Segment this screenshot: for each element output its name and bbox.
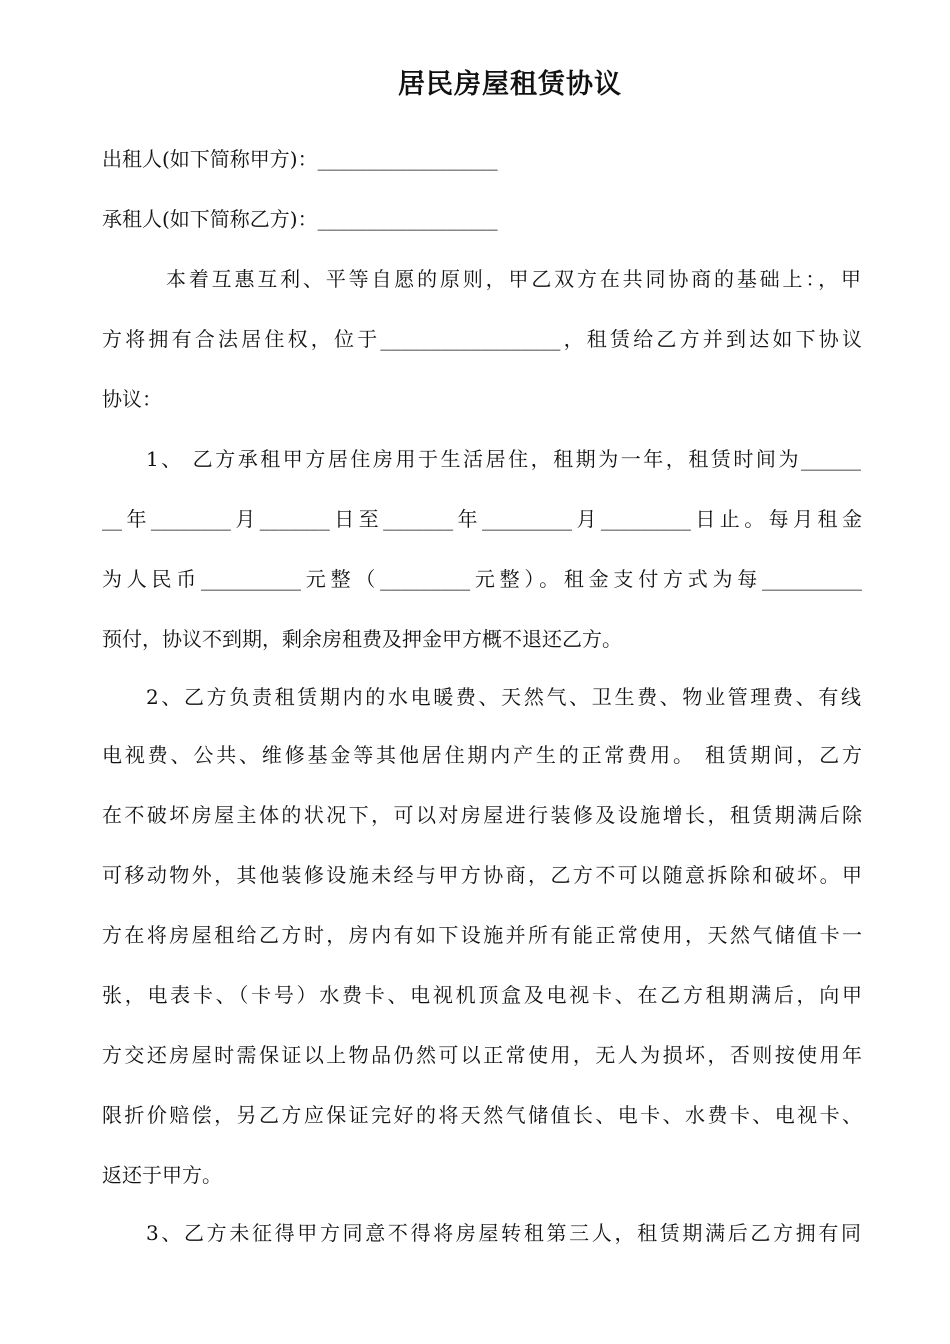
clause2-line-1: 2、乙方负责租赁期内的水电暖费、天然气、卫生费、物业管理费、有线	[146, 685, 861, 709]
intro-line-1: 本着互惠互利、平等自愿的原则，甲乙双方在共同协商的基础上：，甲	[166, 267, 861, 291]
lessee-line: 承租人(如下简称乙方)：__________________	[102, 207, 498, 231]
clause2-line-4: 可移动物外，其他装修设施未经与甲方协商，乙方不可以随意拆除和破坏。甲	[102, 863, 862, 887]
intro-line-2: 方将拥有合法居住权，位于__________________，租赁给乙方并到达如下协议	[102, 327, 862, 351]
clause2-line-7: 方交还房屋时需保证以上物品仍然可以正常使用，无人为损坏，否则按使用年	[102, 1043, 862, 1067]
document-title: 居民房屋租赁协议	[398, 69, 622, 100]
clause2-line-2: 电视费、公共、维修基金等其他居住期内产生的正常费用。 租赁期间，乙方	[102, 743, 862, 767]
lessor-line: 出租人(如下简称甲方)：__________________	[102, 147, 498, 171]
intro-line-3: 协议：	[102, 387, 162, 411]
clause2-line-8: 限折价赔偿，另乙方应保证完好的将天然气储值长、电卡、水费卡、电视卡、	[102, 1103, 862, 1127]
clause1-line-4: 预付，协议不到期，剩余房租费及押金甲方概不退还乙方。	[102, 627, 622, 651]
clause2-line-9: 返还于甲方。	[102, 1163, 222, 1187]
clause1-line-1: 1、 乙方承租甲方居住房用于生活居住，租期为一年，租赁时间为______	[146, 447, 861, 471]
clause1-line-2: __年________月_______日至_______年_________月_________日止。每月租金	[102, 507, 862, 531]
clause3-line-1: 3、乙方未征得甲方同意不得将房屋转租第三人，租赁期满后乙方拥有同	[146, 1221, 861, 1245]
clause2-line-3: 在不破坏房屋主体的状况下，可以对房屋进行装修及设施增长，租赁期满后除	[102, 803, 862, 827]
clause2-line-6: 张，电表卡、（卡号）水费卡、电视机顶盒及电视卡、在乙方租期满后，向甲	[102, 983, 862, 1007]
clause1-line-3: 为人民币__________元整（_________元整）。租金支付方式为每__________	[102, 567, 862, 591]
clause2-line-5: 方在将房屋租给乙方时，房内有如下设施并所有能正常使用，天然气储值卡一	[102, 923, 862, 947]
